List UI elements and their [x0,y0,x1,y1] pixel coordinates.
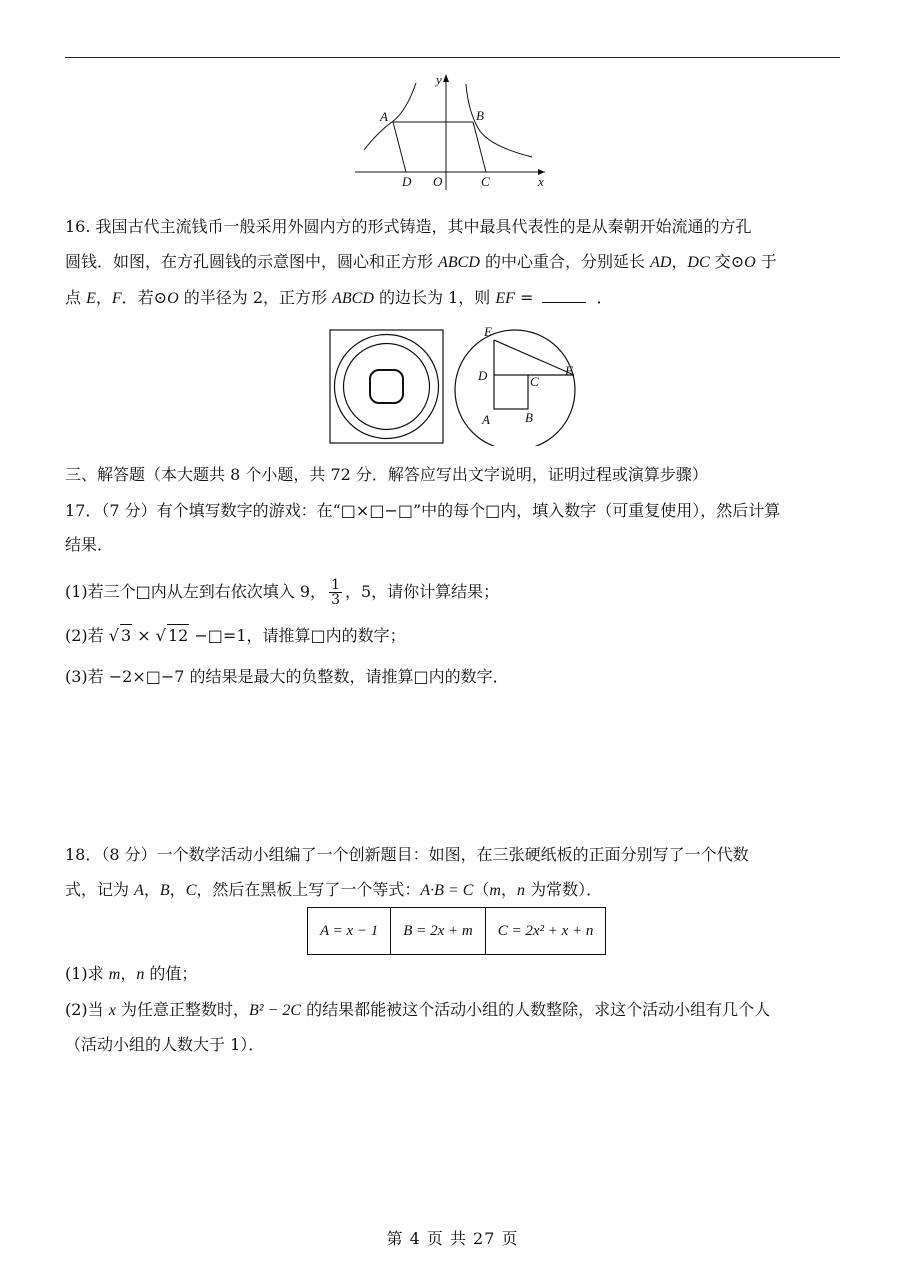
q18-part2-cont: （活动小组的人数大于 1）． [65,1035,265,1054]
card-b: B = 2x + m [391,908,485,955]
q16-line1: 16. 我国古代主流钱币一般采用外圆内方的形式铸造，其中最具代表性的是从秦朝开始流通的方孔 [65,217,752,236]
coin-square-hole [370,370,403,403]
square-abcd [494,375,528,409]
page-footer: 第 4 页 共 27 页 [386,1229,519,1248]
sqrt-3: √ 3 [108,626,132,645]
card-c: C = 2x² + x + n [485,908,606,955]
q16-line3: 点 E，F．若⊙O 的半径为 2，正方形 ABCD 的边长为 1，则 EF = ． [65,288,613,307]
q17-line1: 17．（7 分）有个填写数字的游戏：在“□×□−□”中的每个□内，填入数字（可重复使用），然后计算 [65,501,781,520]
fig-label-e: E [484,324,492,339]
q16-line2: 圆钱．如图，在方孔圆钱的示意图中，圆心和正方形 ABCD 的中心重合，分别延长 AD，DC 交⊙O 于 [65,252,777,271]
algebra-cards [307,907,606,955]
label-d: D [402,174,412,189]
section-3-heading: 三、解答题（本大题共 8 个小题，共 72 分．解答应写出文字说明，证明过程或演算步骤） [65,465,708,484]
circle-o [455,330,575,446]
fig-label-d: D [478,368,488,383]
fig-label-c: C [530,374,539,389]
header-rule [65,57,840,58]
coin-inner-circle [344,344,430,430]
answer-blank[interactable] [542,288,586,303]
coin-outer-circle [335,335,439,439]
fig-label-f: F [565,363,573,378]
q17-part1: (1)若三个□内从左到右依次填入 9， $\frac{1}{3}$ ，5，请你计算结果； [65,577,500,608]
y-axis-arrow [443,74,449,82]
fig-label-a: A [482,412,490,427]
segment-bc [473,122,486,172]
segment-ef [494,340,574,375]
card-a: A = x − 1 [308,908,391,955]
label-c: C [481,174,490,189]
fraction-one-third: $\frac{1}{3}$ [331,577,340,608]
q18-part2: (2)当 x 为任意正整数时，B² − 2C 的结果都能被这个活动小组的人数整除，求这个活动小组有几个人 [65,1000,771,1019]
label-b: B [476,108,484,123]
sqrt-12: √ 12 [155,626,189,645]
q18-part1: (1)求 m，n 的值； [65,964,198,983]
segment-ad [393,122,406,172]
q17-part3: (3)若 −2×□−7 的结果是最大的负整数，请推算□内的数字． [65,667,509,686]
coin-figure [328,322,588,446]
label-y: y [436,72,442,87]
label-x: x [538,174,544,189]
q17-part2: (2)若 √ 3 × √ 12 −□=1，请推算□内的数字； [65,626,406,645]
label-o: O [433,174,443,189]
hyperbola-left-branch [364,83,416,150]
fig-label-b: B [525,410,533,425]
q17-line2: 结果． [65,535,114,554]
q18-line2: 式，记为 A，B，C，然后在黑板上写了一个等式：A·B = C（m，n 为常数）． [65,880,603,899]
coin-frame [330,330,443,443]
q18-line1: 18．（8 分）一个数学活动小组编了一个创新题目：如图，在三张硬纸板的正面分别写了一个代数 [65,845,749,864]
hyperbola-graph [350,70,555,195]
label-a: A [380,109,388,124]
